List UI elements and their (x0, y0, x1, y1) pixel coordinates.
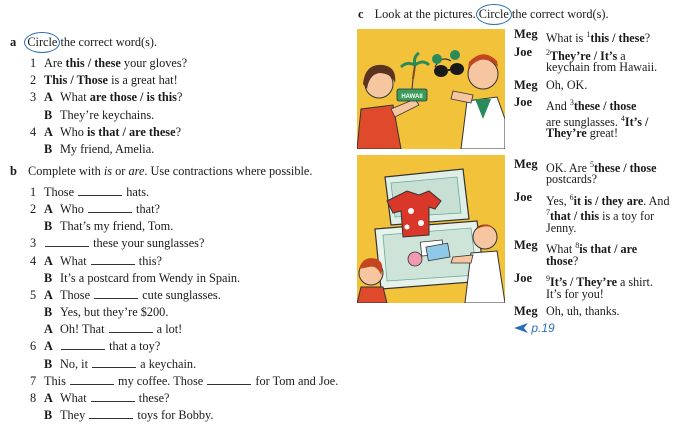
answer-blank[interactable] (78, 185, 122, 196)
option-choices[interactable]: It’s / (624, 114, 649, 129)
item-text: ? (175, 124, 182, 139)
option-choices[interactable]: these / those (573, 99, 637, 114)
item-text: Oh! That (60, 322, 108, 337)
dialog-text: OK. Are (546, 161, 590, 176)
item-text: these? (135, 390, 170, 405)
item-text: for Tom and Joe. (252, 373, 339, 388)
question-number: 4 (620, 113, 625, 123)
illustration-suitcase-scene (357, 155, 505, 303)
exercise-item (30, 202, 160, 217)
keychain-sign-text: HAWAII (401, 94, 423, 100)
item-text: What (60, 90, 90, 105)
illustration-keychain-scene (357, 29, 505, 149)
exercise-item (30, 219, 173, 234)
exercise-item (30, 90, 182, 105)
exercise-item (30, 73, 178, 88)
item-text: This (44, 373, 69, 388)
question-number: 6 (569, 193, 574, 202)
dialog-line (546, 287, 604, 302)
dialog-text: Jenny. (546, 220, 577, 235)
option-choices[interactable]: this / these (65, 56, 121, 70)
section-letter: c (358, 7, 364, 21)
item-number: 1 (30, 56, 37, 70)
dialog-line (546, 221, 576, 236)
section-b-heading (10, 164, 312, 179)
dialog-line (546, 60, 657, 75)
question-number: 1 (586, 30, 591, 39)
exercise-item (30, 391, 170, 406)
dialog-text: . And (643, 194, 670, 209)
item-text: It’s a postcard from Wendy in Spain. (60, 270, 241, 285)
speaker-label: B (44, 107, 53, 122)
speaker-label: A (44, 287, 53, 302)
option-choices[interactable]: This / Those (44, 73, 109, 88)
item-text: that? (132, 202, 160, 217)
item-text: Who (60, 124, 87, 139)
dialog-line (546, 27, 650, 46)
dialog-text: ? (644, 31, 651, 46)
instruction-text: Complete with is or are. Use contractions where possible. (28, 164, 313, 178)
speaker-label: B (44, 356, 53, 371)
question-number: 5 (590, 160, 594, 169)
exercise-item (30, 56, 187, 71)
option-choices[interactable]: that / this (550, 209, 600, 224)
option-choices[interactable]: these / those (594, 161, 657, 176)
section-letter: a (10, 35, 17, 49)
item-text: toys for Bobby. (134, 407, 214, 422)
dialog-line (546, 172, 597, 187)
exercise-item (30, 142, 154, 157)
item-text: hats. (123, 185, 150, 199)
item-number: 2 (30, 73, 37, 88)
speaker-name: Joe (514, 271, 533, 286)
exercise-item (30, 374, 338, 389)
item-text: Are (44, 56, 66, 70)
item-text: They’re keychains. (60, 107, 155, 122)
item-text: this? (135, 253, 163, 268)
question-number: 9 (546, 274, 550, 284)
item-text: They (60, 407, 89, 422)
speaker-name: Meg (514, 27, 538, 41)
item-text: My friend, Amelia. (60, 142, 155, 156)
item-text: a lot! (153, 322, 183, 337)
exercise-item (30, 125, 181, 140)
item-number: 2 (30, 202, 37, 217)
circled-word: Circle (27, 35, 58, 49)
answer-blank[interactable] (61, 339, 105, 350)
item-text: cute sunglasses. (139, 287, 221, 302)
dialog-text: great! (586, 126, 618, 140)
dialog-text: keychain from Hawaii. (546, 60, 658, 74)
speaker-label: A (44, 322, 53, 337)
item-text: Those (44, 185, 78, 199)
dialog-line (546, 78, 587, 93)
option-choices[interactable]: They’re (546, 126, 587, 140)
exercise-item (30, 339, 160, 354)
item-text: ? (176, 90, 183, 105)
dialog-line (546, 304, 620, 319)
item-number: 3 (30, 90, 37, 105)
speaker-name: Joe (514, 44, 533, 59)
exercise-item (30, 185, 149, 200)
speaker-label: A (44, 253, 53, 268)
answer-blank[interactable] (92, 357, 136, 368)
option-choices[interactable]: It’s / They’re (550, 275, 617, 290)
section-c-heading: c Look at the pictures. Circle the correct word(s). (358, 7, 609, 21)
item-number: 3 (30, 236, 37, 251)
dialog-text: a shirt. (616, 275, 653, 290)
item-text: a keychain. (137, 356, 197, 371)
item-number: 4 (30, 124, 37, 139)
item-number: 8 (30, 390, 37, 405)
speaker-label: B (44, 270, 53, 285)
answer-blank[interactable] (88, 202, 132, 213)
item-text: my coffee. Those (114, 373, 207, 388)
dialog-text: What (546, 242, 576, 257)
dialog-text: Yes, (546, 194, 570, 209)
item-text: Yes, but they’re $200. (60, 305, 169, 320)
answer-blank[interactable] (70, 374, 114, 385)
page-reference-link[interactable]: p.19 (514, 321, 555, 335)
option-choices[interactable]: it is / they are (573, 194, 644, 209)
item-text: that a toy? (106, 339, 161, 354)
item-text: That’s my friend, Tom. (60, 219, 174, 234)
exercise-item (30, 254, 162, 269)
speaker-name: Meg (514, 304, 538, 319)
item-number: 1 (30, 185, 37, 199)
option-choices[interactable]: They’re / It’s (550, 48, 618, 63)
dialog-text: a (617, 48, 626, 63)
exercise-item (30, 357, 196, 372)
section-letter: b (10, 164, 17, 178)
dialog-text: postcards? (546, 172, 598, 187)
item-text: What (60, 253, 90, 268)
speaker-label: B (44, 219, 53, 234)
option-choices[interactable]: this / these (590, 31, 645, 46)
speaker-label: A (44, 90, 53, 105)
item-text: Those (60, 287, 94, 302)
dialog-text: What is (546, 31, 587, 46)
question-number: 2 (546, 47, 550, 57)
item-text: your gloves? (120, 56, 188, 70)
item-text: Who (60, 202, 87, 217)
dialog-text: Oh, uh, thanks. (546, 304, 620, 319)
circled-word: Circle (478, 7, 509, 21)
speaker-label: B (44, 142, 53, 156)
dialog-text: Oh, OK. (546, 77, 588, 92)
option-choices[interactable]: are those / is this (89, 90, 177, 105)
speaker-label: A (44, 202, 53, 217)
question-number: 7 (546, 208, 550, 218)
option-choices[interactable]: is that / are these (86, 124, 176, 139)
speaker-name: Joe (514, 95, 533, 110)
item-number: 7 (30, 373, 37, 388)
picture-suitcase (357, 155, 505, 303)
option-choices[interactable]: is that / are (579, 242, 638, 257)
speaker-label: B (44, 407, 53, 422)
dialog-text: are sunglasses. (546, 114, 621, 129)
exercise-item (30, 271, 240, 286)
exercise-item (30, 305, 168, 320)
speaker-label: A (44, 390, 53, 405)
speaker-name: Meg (514, 157, 538, 171)
item-number: 6 (30, 339, 37, 354)
speaker-name: Meg (514, 77, 538, 92)
speaker-label: A (44, 339, 53, 354)
exercise-item (30, 322, 182, 337)
dialog-text: ? (572, 253, 579, 268)
item-text: No, it (60, 356, 92, 371)
exercise-item (30, 408, 213, 423)
answer-blank[interactable] (91, 254, 135, 265)
exercise-item (30, 288, 221, 303)
dialog-text: It’s for you! (546, 286, 604, 301)
dialog-line (546, 126, 618, 141)
item-number: 5 (30, 287, 37, 302)
question-number: 8 (575, 241, 580, 251)
instruction-text: Look at the pictures. (374, 7, 479, 21)
dialog-text: And (546, 99, 570, 114)
picture-keychain (357, 29, 505, 149)
answer-blank[interactable] (89, 408, 133, 419)
answer-blank[interactable] (207, 374, 251, 385)
speaker-name: Joe (514, 190, 533, 204)
item-text: these your sunglasses? (90, 236, 205, 251)
exercise-item (30, 108, 154, 123)
instruction-text: the correct word(s). (57, 35, 158, 49)
answer-blank[interactable] (94, 288, 138, 299)
dialog-line (546, 254, 578, 269)
speaker-name: Meg (514, 238, 538, 253)
dialog-text: is a toy for (599, 209, 655, 224)
section-a-heading (10, 35, 157, 50)
question-number: 3 (569, 98, 574, 108)
exercise-item (30, 236, 204, 251)
option-choices[interactable]: those (546, 253, 573, 268)
answer-blank[interactable] (45, 236, 89, 247)
arrow-left-icon (514, 323, 528, 333)
answer-blank[interactable] (91, 391, 135, 402)
speaker-label: B (44, 305, 53, 320)
answer-blank[interactable] (109, 322, 153, 333)
item-number: 4 (30, 253, 37, 268)
item-text: is a great hat! (108, 73, 178, 88)
item-text: What (60, 390, 90, 405)
speaker-label: A (44, 124, 53, 139)
